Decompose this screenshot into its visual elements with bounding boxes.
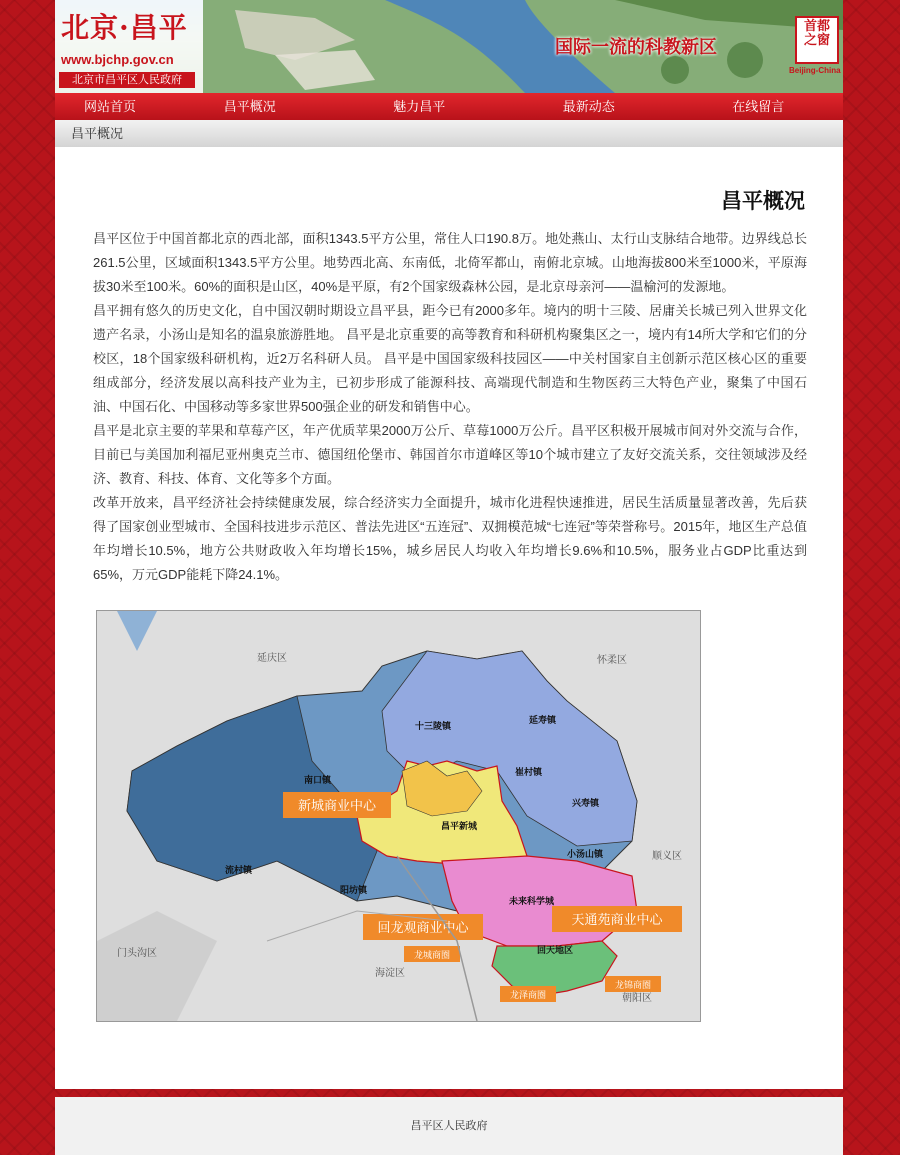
neighbor-label-chaoyang: 朝阳区 <box>622 993 652 1004</box>
logo-title: 北京·昌平 <box>61 11 188 44</box>
nav-news[interactable]: 最新动态 <box>562 99 615 114</box>
town-label-yanshou: 延寿镇 <box>529 715 557 725</box>
shopping-circle-label: 龙泽商圈 <box>509 990 547 1000</box>
shopping-circle-longcheng <box>404 946 460 962</box>
business-center-label: 天通苑商业中心 <box>571 912 663 927</box>
seal-text: 首都之窗 <box>803 19 830 48</box>
district-map-svg <box>97 611 700 1021</box>
page-title: 昌平概况 <box>721 190 805 213</box>
site-url: www.bjchp.gov.cn <box>61 52 174 67</box>
article-paragraph: 昌平是北京主要的苹果和草莓产区，年产优质苹果2000万公斤、草莓1000万公斤。昌平区积极开展城市间对外交流与合作，目前已与美国加利福尼亚州奥克兰市、德国纽伦堡市、韩国首尔市道峰区等10个城市建立了友好交流关系，交往领域涉及经济、教育、科技、体育、文化等多个方面。 <box>93 423 807 486</box>
town-label-xiaotangshan: 小汤山镇 <box>567 849 604 859</box>
business-center-label: 新城商业中心 <box>297 798 377 813</box>
nav-home[interactable]: 网站首页 <box>83 99 136 114</box>
business-center-tiantongyuan <box>552 906 682 932</box>
town-label-cuicun: 崔村镇 <box>515 767 543 777</box>
town-label-nankou: 南口镇 <box>304 775 332 785</box>
main-content <box>55 147 843 1089</box>
shopping-circle-label: 龙城商圈 <box>413 950 451 960</box>
footer <box>55 1097 843 1155</box>
banner-slogan: 国际一流的科教新区 <box>555 37 717 57</box>
gov-name: 北京市昌平区人民政府 <box>59 72 195 88</box>
shopping-circle-longze <box>500 986 556 1002</box>
breadcrumb: 昌平概况 <box>55 120 843 147</box>
article-paragraph: 昌平区位于中国首都北京的西北部，面积1343.5平方公里，常住人口190.8万。地处燕山、太行山支脉结合地带。边界线总长261.5公里，区域面积1343.5平方公里。地势西北高、东南低，北倚军都山，南俯北京城。山地海拔800米至1000米，平原海拔30米至100米。60%的面积是山区，40%是平原，有2个国家级森林公园，是北京母亲河——温榆河的发源地。 <box>93 231 807 294</box>
town-label-xincheng: 昌平新城 <box>441 821 478 831</box>
town-label-yangfang: 阳坊镇 <box>340 885 368 895</box>
town-label-xingshou: 兴寿镇 <box>572 798 600 808</box>
nav-charm[interactable]: 魅力昌平 <box>393 99 446 114</box>
shopping-circle-longjin <box>605 976 661 992</box>
neighbor-label-mentougou: 门头沟区 <box>117 948 157 959</box>
article-paragraph: 改革开放来，昌平经济社会持续健康发展，综合经济实力全面提升，城市化进程快速推进，居民生活质量显著改善，先后获得了国家创业型城市、全国科技进步示范区、普法先进区“五连冠”、双拥模范城“七连冠”等荣誉称号。2015年，地区生产总值年均增长10.5%，地方公共财政收入年均增长15%，城乡居民人均收入年均增长9.6%和10.5%，服务业占GDP比重达到65%，万元GDP能耗下降24.1%。 <box>93 495 807 582</box>
town-label-shisanling: 十三陵镇 <box>415 721 452 731</box>
neighbor-label-yanqing: 延庆区 <box>257 653 287 664</box>
logo[interactable] <box>55 0 203 93</box>
business-center-label: 回龙观商业中心 <box>377 920 469 935</box>
capital-window-seal[interactable] <box>795 16 839 64</box>
town-label-science-city: 未来科学城 <box>509 896 555 906</box>
shopping-circle-label: 龙锦商圈 <box>614 980 652 990</box>
header-banner <box>55 0 843 93</box>
town-label-liucun: 流村镇 <box>225 865 253 875</box>
neighbor-label-haidian: 海淀区 <box>375 968 405 979</box>
page <box>55 0 843 1155</box>
nav-message[interactable]: 在线留言 <box>732 99 785 114</box>
nav-overview[interactable]: 昌平概况 <box>223 99 276 114</box>
footer-text: 昌平区人民政府 <box>410 1120 488 1132</box>
neighbor-label-huairou: 怀柔区 <box>597 655 627 666</box>
article-paragraph: 昌平拥有悠久的历史文化，自中国汉朝时期设立昌平县，距今已有2000多年。境内的明十三陵、居庸关长城已列入世界文化遗产名录，小汤山是知名的温泉旅游胜地。 昌平是北京重要的高等教育和科研机构聚集区之一，境内有14所大学和它们的分校区，18个国家级科研机构，近2万名科研人员。 昌平是中国国家级科技园区——中关村国家自主创新示范区核心区的重要组成部分，经济发展以高科技产业为主，已初步形成了能源科技、高端现代制造和生物医药三大特色产业，聚集了中国石油、中国石化、中国移动等多家世界500强企业的研发和销售中心。 <box>93 303 807 414</box>
seal-caption: Beijing-China <box>789 66 841 75</box>
business-center-xincheng <box>283 792 391 818</box>
main-nav <box>55 93 843 120</box>
neighbor-label-shunyi: 顺义区 <box>652 851 682 862</box>
town-label-huitian: 回天地区 <box>537 945 574 955</box>
district-map <box>96 610 701 1022</box>
article-body <box>93 227 807 587</box>
